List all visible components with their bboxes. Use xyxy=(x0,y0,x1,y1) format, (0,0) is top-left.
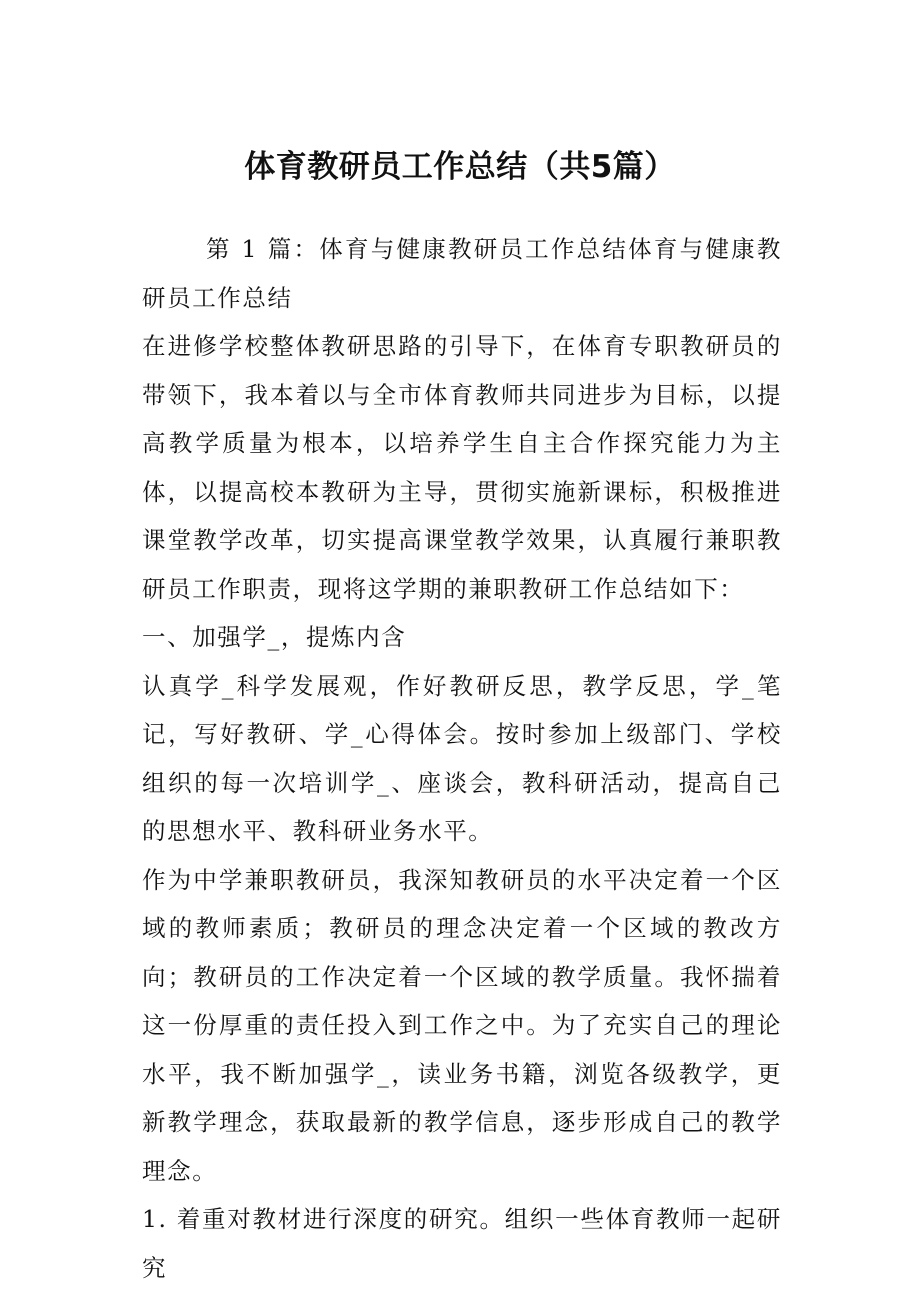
paragraph-study: 认真学_科学发展观，作好教研反思，教学反思，学_笔记，写好教研、学_心得体会。按时参加上级部门、学校组织的每一次培训学_、座谈会，教科研活动，提高自己的思想水平、教科研业务水平。 xyxy=(142,671,782,845)
paragraph-role: 作为中学兼职教研员，我深知教研员的水平决定着一个区域的教师素质；教研员的理念决定着一个区域的教改方向；教研员的工作决定着一个区域的教学质量。我怀揣着这一份厚重的责任投入到工作之中。为了充实自己的理论水平，我不断加强学_，读业务书籍，浏览各级教学，更新教学理念，获取最新的教学信息，逐步形成自己的教学理念。 xyxy=(142,865,782,1185)
document-title: 体育教研员工作总结（共5篇） xyxy=(244,149,676,185)
paragraph-item-1: 1. 着重对教材进行深度的研究。组织一些体育教师一起研究 xyxy=(142,1205,782,1282)
section-heading-part-1: 第 1 篇：体育与健康教研员工作总结体育与健康教研员工作总结 xyxy=(142,235,782,312)
section-heading-study: 一、加强学_，提炼内含 xyxy=(142,623,407,651)
document-body xyxy=(142,225,782,1292)
paragraph-intro: 在进修学校整体教研思路的引导下，在体育专职教研员的带领下，我本着以与全市体育教师共同进步为目标，以提高教学质量为根本，以培养学生自主合作探究能力为主体，以提高校本教研为主导，贯彻实施新课标，积极推进课堂教学改革，切实提高课堂教学效果，认真履行兼职教研员工作职责，现将这学期的兼职教研工作总结如下： xyxy=(142,332,782,603)
